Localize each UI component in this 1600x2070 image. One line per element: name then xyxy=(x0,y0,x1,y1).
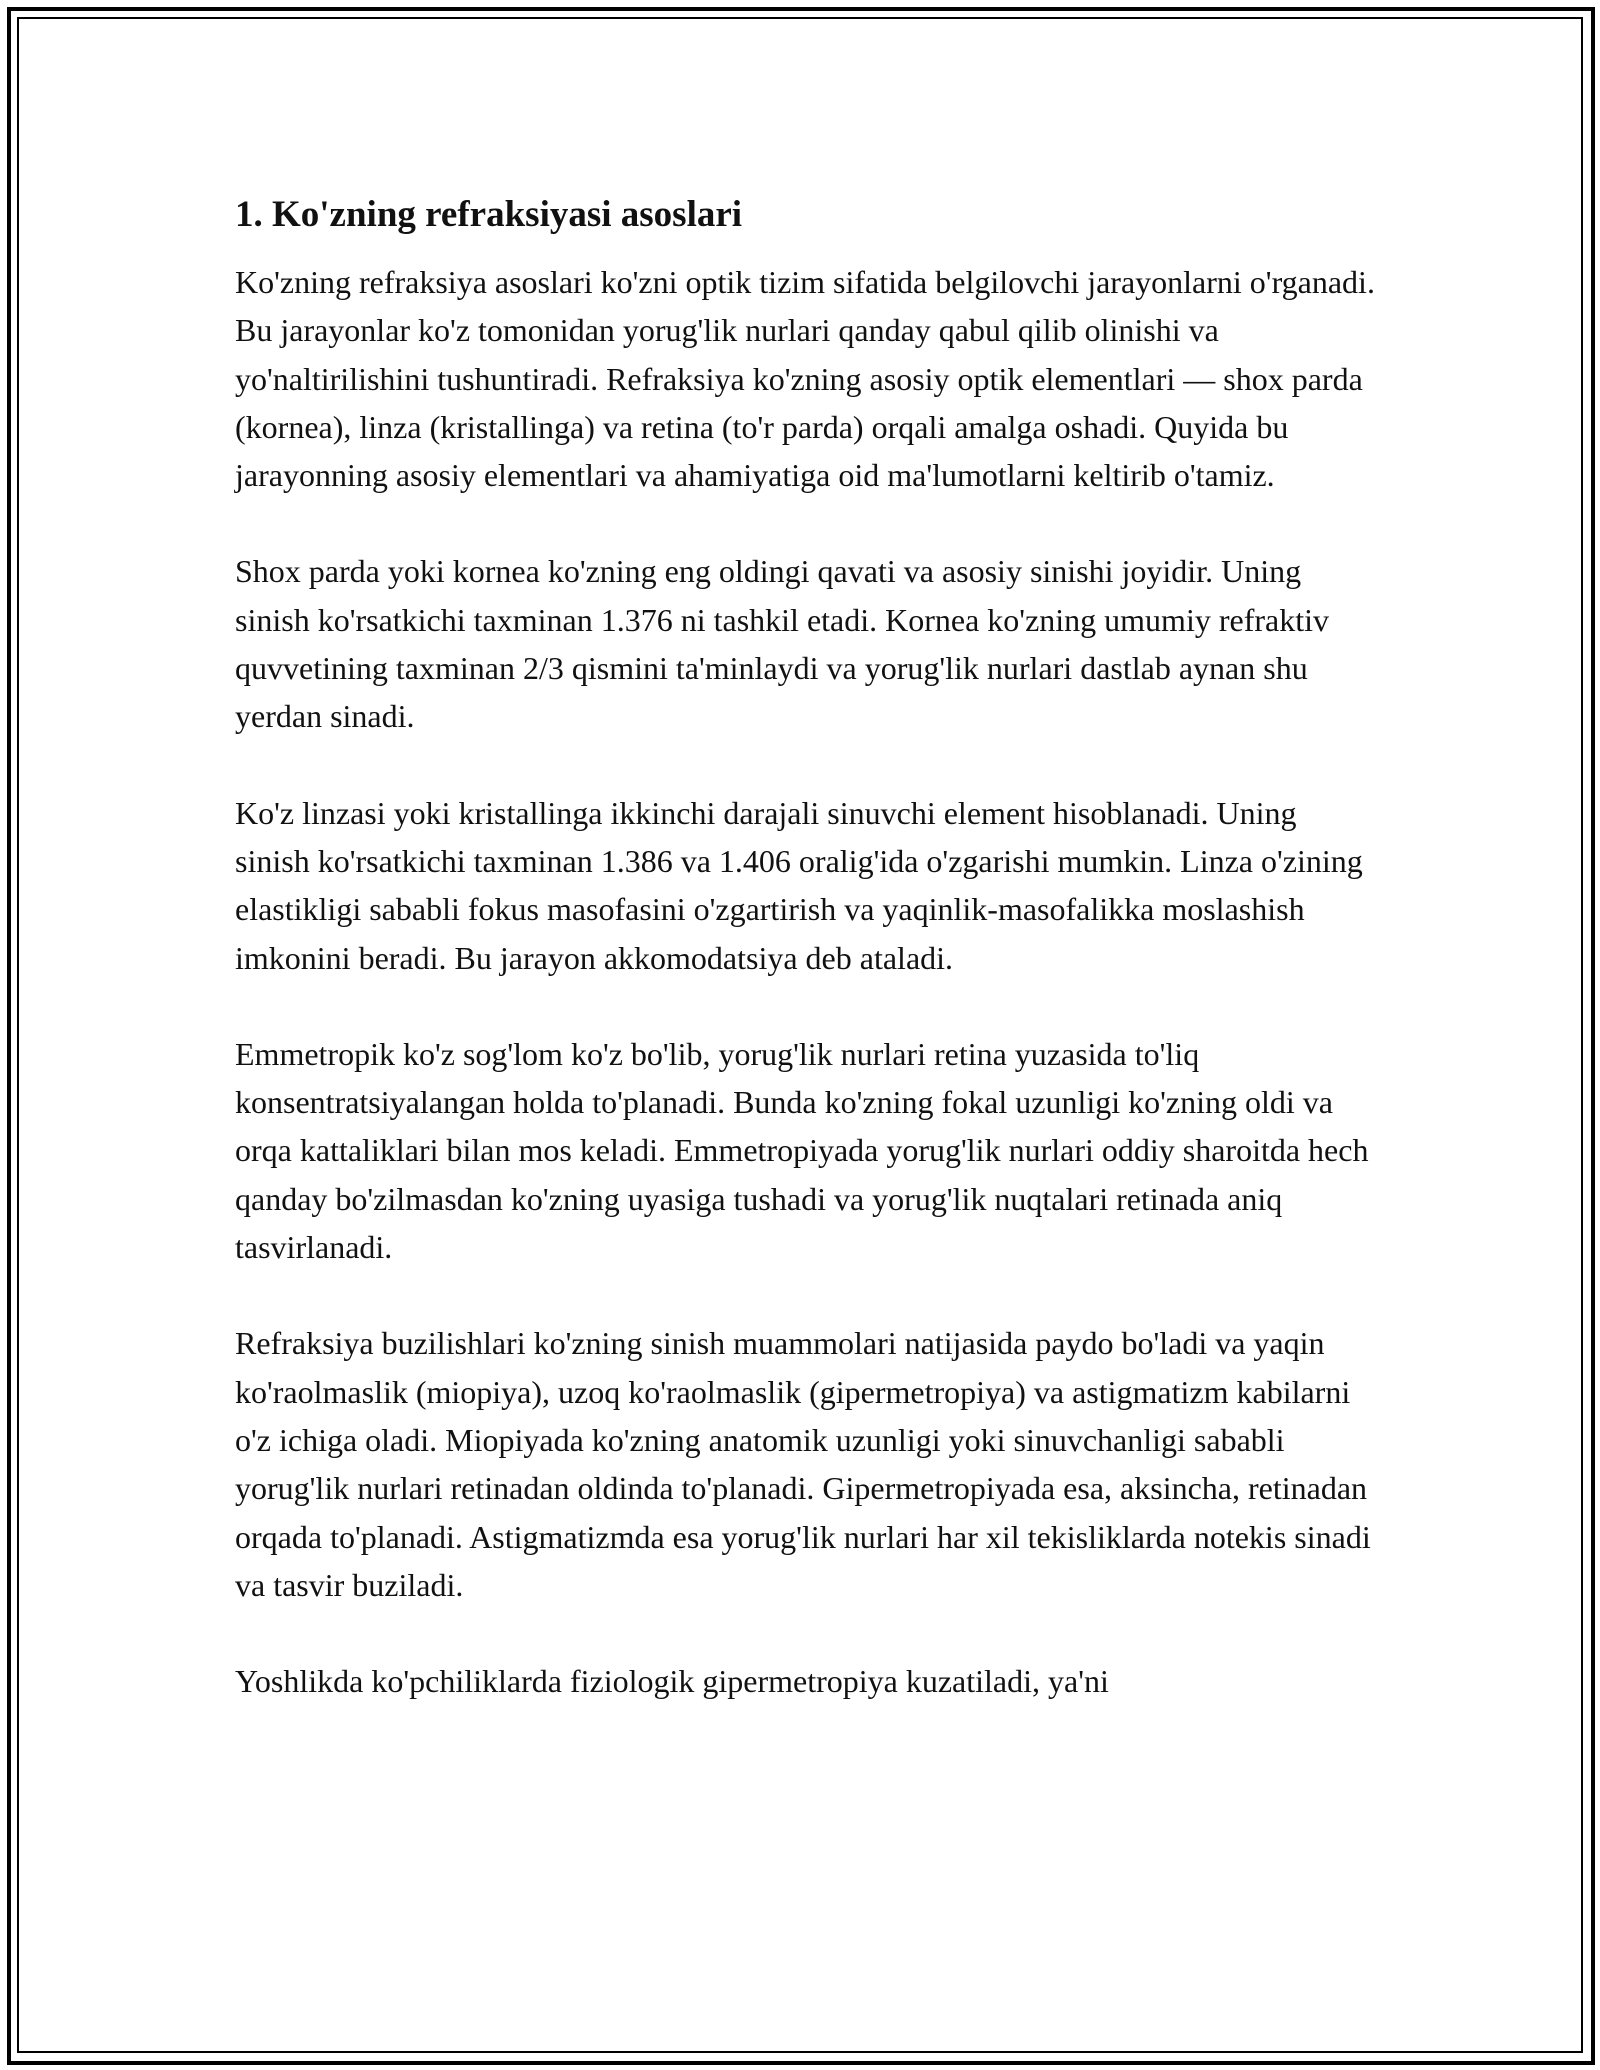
section-heading: 1. Ko'zning refraksiyasi asoslari xyxy=(235,194,743,235)
paragraph-lens: Ko'z linzasi yoki kristallinga ikkinchi darajali sinuvchi element hisoblanadi. Uning sinish ko'rsatkichi taxminan 1.386 va 1.406 oralig'ida o'zgarishi mumkin. Linza o'zining elastikligi sababli fokus masofasini o'zgartirish va yaqinlik-masofalikka moslashish imkonini beradi. Bu jarayon akkomodatsiya deb ataladi. xyxy=(235,794,1363,976)
document-body xyxy=(235,190,1375,1753)
paragraph-refraction-errors: Refraksiya buzilishlari ko'zning sinish muammolari natijasida paydo bo'ladi va yaqin ko'raolmaslik (miopiya), uzoq ko'raolmaslik (gipermetropiya) va astigmatizm kabilarni o'z ichiga oladi. Miopiyada ko'zning anatomik uzunligi yoki sinuvchanligi sababli yorug'lik nurlari retinadan oldinda to'planadi. Gipermetropiyada esa, aksincha, retinadan orqada to'planadi. Astigmatizmda esa yorug'lik nurlari har xil tekisliklarda notekis sinadi va tasvir buziladi. xyxy=(235,1325,1371,1603)
paragraph-youth: Yoshlikda ko'pchiliklarda fiziologik gipermetropiya kuzatiladi, ya'ni xyxy=(235,1663,1109,1700)
paragraph-emmetropia: Emmetropik ko'z sog'lom ko'z bo'lib, yorug'lik nurlari retina yuzasida to'liq konsentratsiyalangan holda to'planadi. Bunda ko'zning fokal uzunligi ko'zning oldi va orqa kattaliklari bilan mos keladi. Emmetropiyada yorug'lik nurlari oddiy sharoitda hech qanday bo'zilmasdan ko'zning uyasiga tushadi va yorug'lik nuqtalari retinada aniq tasvirlanadi. xyxy=(235,1035,1369,1266)
paragraph-intro: Ko'zning refraksiya asoslari ko'zni optik tizim sifatida belgilovchi jarayonlarni o'rganadi. Bu jarayonlar ko'z tomonidan yorug'lik nurlari qanday qabul qilib olinishi va yo'naltirilishini tushuntiradi. Refraksiya ko'zning asosiy optik elementlari — shox parda (kornea), linza (kristallinga) va retina (to'r parda) orqali amalga oshadi. Quyida bu jarayonning asosiy elementlari va ahamiyatiga oid ma'lumotlarni keltirib o'tamiz. xyxy=(235,264,1375,494)
paragraph-cornea: Shox parda yoki kornea ko'zning eng oldingi qavati va asosiy sinishi joyidir. Uning sinish ko'rsatkichi taxminan 1.376 ni tashkil etadi. Kornea ko'zning umumiy refraktiv quvvetining taxminan 2/3 qismini ta'minlaydi va yorug'lik nurlari dastlab aynan shu yerdan sinadi. xyxy=(235,553,1329,735)
